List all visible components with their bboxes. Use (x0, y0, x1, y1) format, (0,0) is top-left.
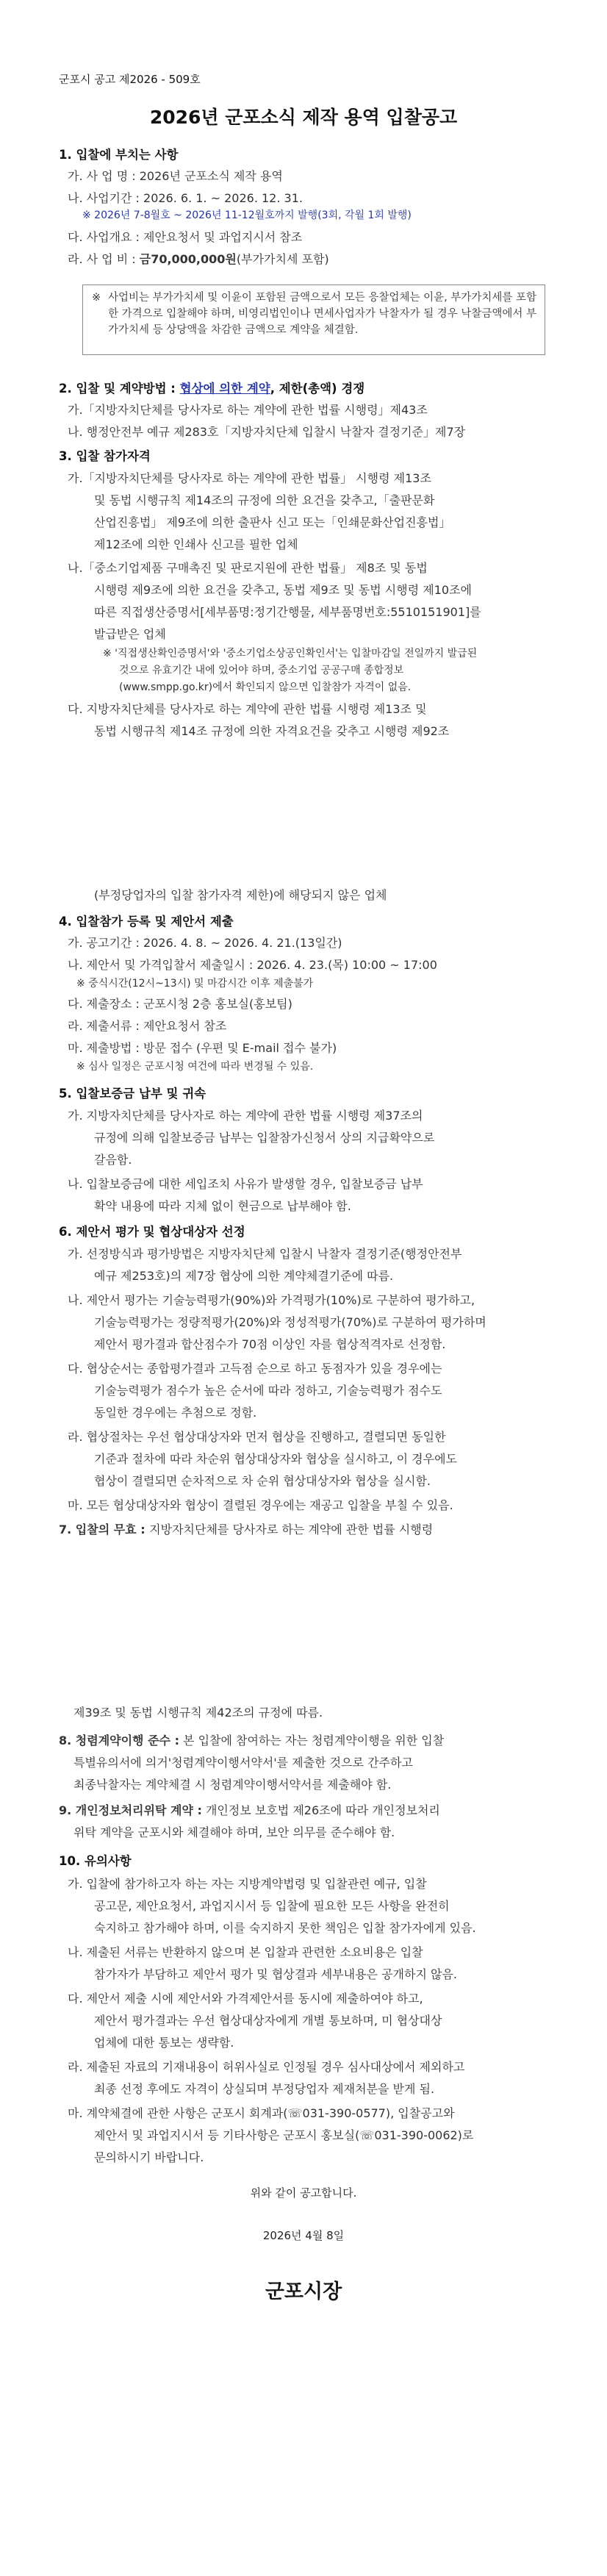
section-5-heading: 5. 입찰보증금 납부 및 귀속 (59, 1087, 206, 1101)
s10-da-line: 다. 제안서 제출 시에 제안서와 가격제안서를 동시에 제출하여야 하고, (68, 1992, 423, 2006)
section-9-heading (59, 1801, 440, 1818)
s4-submission-note: ※ 중식시간(12시~13시) 및 마감시간 이후 제출불가 (76, 978, 314, 990)
s7-tail: 제39조 및 동법 시행규칙 제42조의 규정에 따름. (73, 1706, 323, 1720)
s6-na-line: 나. 제안서 평가는 기술능력평가(90%)와 가격평가(10%)로 구분하여 평가하고, (68, 1293, 475, 1307)
s3-na-note: (www.smpp.go.kr)에서 확인되지 않으면 입찰참가 자격이 없음. (119, 681, 412, 693)
s5-na-line: 확약 내용에 따라 지체 없이 현금으로 납부해야 함. (94, 1199, 351, 1213)
signatory: 군포시장 (265, 2280, 342, 2303)
s10-na-line: 나. 제출된 서류는 반환하지 않으며 본 입찰과 관련한 소요비용은 입찰 (68, 1945, 423, 1959)
s1-period: 나. 사업기간 : 2026. 6. 1. ~ 2026. 12. 31. (68, 191, 303, 205)
section-3-heading: 3. 입찰 참가자격 (59, 449, 151, 463)
s10-ga-line: 가. 입찰에 참가하고자 하는 자는 지방계약법령 및 입찰관련 예규, 입찰 (68, 1877, 427, 1891)
s1-project-name: 가. 사 업 명 : 2026년 군포소식 제작 용역 (68, 169, 283, 183)
s6-ga-line: 예규 제253호)의 제7장 협상에 의한 계약체결기준에 따름. (94, 1269, 394, 1283)
s6-ra-line: 라. 협상절차는 우선 협상대상자와 먼저 협상을 진행하고, 결렬되면 동일한 (68, 1430, 446, 1444)
s10-ma-line: 제안서 및 과업지시서 등 기타사항은 군포시 홍보실(☏031-390-0062)로 (94, 2128, 474, 2142)
s9-heading-label: 9. 개인정보처리위탁 계약 : (59, 1803, 202, 1817)
s5-ga-line: 갈음함. (94, 1153, 132, 1167)
s10-na-line: 참가자가 부담하고 제안서 평가 및 협상결과 세부내용은 공개하지 않음. (94, 1967, 457, 1981)
s2-item-na: 나. 행정안전부 예규 제283호「지방자치단체 입찰시 낙찰자 결정기준」제7장 (68, 425, 466, 439)
s1-budget-amount: 금70,000,000원 (139, 252, 237, 266)
s1-budget (68, 250, 329, 267)
page-title: 2026년 군포소식 제작 용역 입찰공고 (149, 107, 458, 128)
s3-ga-line: 가.「지방자치단체를 당사자로 하는 계약에 관한 법률」 시행령 제13조 (68, 471, 431, 485)
section-8-heading (59, 1731, 444, 1748)
s3-da-line: 동법 시행규칙 제14조 규정에 의한 자격요건을 갖추고 시행령 제92조 (94, 724, 450, 738)
section-6-heading: 6. 제안서 평가 및 협상대상자 선정 (59, 1225, 245, 1239)
notice-number: 군포시 공고 제2026 - 509호 (59, 73, 201, 86)
s6-ra-line: 협상이 결렬되면 순차적으로 차 순위 협상대상자와 협상을 실시함. (94, 1474, 431, 1488)
s8-line: 특별유의서에 의거'청렴계약이행서약서'를 제출한 것으로 간주하고 (73, 1756, 413, 1770)
section-4-heading: 4. 입찰참가 등록 및 제안서 제출 (59, 915, 234, 929)
s10-ra-line: 최종 선정 후에도 자격이 상실되며 부정당업자 제재처분을 받게 됨. (94, 2082, 435, 2096)
s3-ga-line: 제12조에 의한 인쇄사 신고를 필한 업체 (94, 537, 298, 551)
s10-ra-line: 라. 제출된 자료의 기재내용이 허위사실로 인정될 경우 심사대상에서 제외하고 (68, 2060, 465, 2074)
s6-da-line: 다. 협상순서는 종합평가결과 고득점 순으로 하고 동점자가 있을 경우에는 (68, 1362, 442, 1375)
s8-heading-label: 8. 청렴계약이행 준수 : (59, 1734, 179, 1747)
s2-item-ga: 가.「지방자치단체를 당사자로 하는 계약에 관한 법률 시행령」제43조 (68, 403, 428, 417)
s6-na-line: 기술능력평가는 정량적평가(20%)와 정성적평가(70%)로 구분하여 평가하며 (94, 1315, 486, 1329)
s10-ga-line: 공고문, 제안요청서, 과업지시서 등 입찰에 필요한 모든 사항을 완전히 (94, 1899, 450, 1913)
s6-da-line: 동일한 경우에는 추첨으로 정함. (94, 1406, 257, 1420)
s6-na-line: 제안서 평가결과 합산점수가 70점 이상인 자를 협상적격자로 선정함. (94, 1337, 446, 1351)
s10-ga-line: 숙지하고 참가해야 하며, 이를 숙지하지 못한 책임은 입찰 참가자에게 있음. (94, 1921, 476, 1935)
vat-note-box (82, 285, 545, 355)
s3-ga-line: 및 동법 시행규칙 제14조의 규정에 의한 요건을 갖추고,「출판문화 (94, 493, 435, 507)
s4-submission-place: 다. 제출장소 : 군포시청 2층 홍보실(홍보팀) (68, 997, 292, 1011)
s9-line: 위탁 계약을 군포시와 체결해야 하며, 보안 의무를 준수해야 함. (73, 1825, 395, 1839)
s3-na-note: 것으로 유효기간 내에 있어야 하며, 중소기업 공공구매 종합정보 (119, 665, 404, 676)
s5-na-line: 나. 입찰보증금에 대한 세입조치 사유가 발생할 경우, 입찰보증금 납부 (68, 1177, 423, 1191)
s10-ma-line: 마. 계약체결에 관한 사항은 군포시 회계과(☏031-390-0577), 입찰공고와 (68, 2106, 455, 2120)
s4-documents: 라. 제출서류 : 제안요청서 참조 (68, 1019, 227, 1033)
s6-ga-line: 가. 선정방식과 평가방법은 지방자치단체 입찰시 낙찰자 결정기준(행정안전부 (68, 1247, 462, 1261)
s3-ga-line: 산업진흥법」 제9조에 의한 출판사 신고 또는「인쇄문화산업진흥법」 (94, 515, 451, 529)
s4-submission-time: 나. 제안서 및 가격입찰서 제출일시 : 2026. 4. 23.(목) 10:00 ~ 17:00 (68, 958, 437, 972)
section-2-heading (59, 379, 364, 396)
s2-heading-tail: , 제한(총액) 경쟁 (270, 382, 365, 396)
s6-da-line: 기술능력평가 점수가 높은 순서에 따라 정하고, 기술능력평가 점수도 (94, 1384, 442, 1398)
notice-date: 2026년 4월 8일 (262, 2229, 345, 2242)
s3-na-line: 따른 직접생산증명서[세부품명:정기간행물, 세부품명번호:5510151901]를 (94, 605, 481, 619)
s1-budget-vat: (부가가치세 포함) (236, 252, 329, 266)
s5-ga-line: 가. 지방자치단체를 당사자로 하는 계약에 관한 법률 시행령 제37조의 (68, 1109, 423, 1123)
s3-na-note: ※ '직접생산확인증명서'와 '중소기업소상공인확인서'는 입찰마감일 전일까지 발급된 (103, 648, 478, 659)
s8-line: 최종낙찰자는 계약체결 시 청렴계약이행서약서를 제출해야 함. (73, 1778, 392, 1792)
s4-method: 마. 제출방법 : 방문 접수 (우편 및 E-mail 접수 불가) (68, 1041, 337, 1055)
section-7-heading (59, 1520, 433, 1537)
s2-heading-label: 2. 입찰 및 계약방법 : (59, 382, 180, 396)
s1-overview: 다. 사업개요 : 제안요청서 및 과업지시서 참조 (68, 230, 303, 244)
s9-line: 개인정보 보호법 제26조에 따라 개인정보처리 (201, 1803, 440, 1817)
s3-da-tail: (부정당업자의 입찰 참가자격 제한)에 해당되지 않은 업체 (94, 888, 387, 902)
s1-period-note: ※ 2026년 7-8월호 ~ 2026년 11-12월호까지 발행(3회, 각월 1회 발행) (82, 210, 412, 221)
s10-da-line: 제안서 평가결과는 우선 협상대상자에게 개별 통보하며, 미 협상대상 (94, 2014, 442, 2028)
section-1-heading: 1. 입찰에 부치는 사항 (59, 148, 179, 162)
s1-budget-label: 라. 사 업 비 : (68, 252, 140, 266)
negotiation-contract-link: 협상에 의한 계약 (179, 382, 270, 396)
vat-note-text: 사업비는 부가가치세 및 이윤이 포함된 금액으로서 모든 응찰업체는 이윤, 부가가치세를 포함한 가격으로 입찰해야 하며, 비영리법인이나 면세사업자가 낙찰자가 될 경우 낙찰금액에서 부가가치세 등 상당액을 차감한 금액으로 계약을 체결함. (108, 292, 536, 336)
s5-ga-line: 규정에 의해 입찰보증금 납부는 입찰참가신청서 상의 지급확약으로 (94, 1131, 435, 1145)
s10-da-line: 업체에 대한 통보는 생략함. (94, 2036, 234, 2050)
s7-heading-label: 7. 입찰의 무효 : (59, 1523, 150, 1536)
s3-na-line: 나.「중소기업제품 구매촉진 및 판로지원에 관한 법률」 제8조 및 동법 (68, 561, 428, 575)
note-mark: ※ (92, 292, 101, 304)
section-10-heading: 10. 유의사항 (59, 1854, 132, 1868)
s6-ma-line: 마. 모든 협상대상자와 협상이 결렬된 경우에는 재공고 입찰을 부칠 수 있음. (68, 1498, 453, 1512)
s10-ma-line: 문의하시기 바랍니다. (94, 2150, 204, 2164)
s3-da-line: 다. 지방자치단체를 당사자로 하는 계약에 관한 법률 시행령 제13조 및 (68, 702, 427, 716)
s7-heading-text: 지방자치단체를 당사자로 하는 계약에 관한 법률 시행령 (149, 1523, 434, 1536)
s3-na-line: 발급받은 업체 (94, 627, 166, 641)
s6-ra-line: 기준과 절차에 따라 차순위 협상대상자와 협상을 실시하고, 이 경우에도 (94, 1452, 457, 1466)
closing-statement: 위와 같이 공고합니다. (250, 2186, 357, 2200)
s3-na-line: 시행령 제9조에 의한 요건을 갖추고, 동법 제9조 및 동법 시행령 제10조에 (94, 583, 472, 597)
s8-line: 본 입찰에 참여하는 자는 청렴계약이행을 위한 입찰 (179, 1734, 445, 1747)
s4-method-note: ※ 심사 일정은 군포시청 여건에 따라 변경될 수 있음. (76, 1061, 314, 1073)
s4-notice-period: 가. 공고기간 : 2026. 4. 8. ~ 2026. 4. 21.(13일간) (68, 936, 342, 950)
